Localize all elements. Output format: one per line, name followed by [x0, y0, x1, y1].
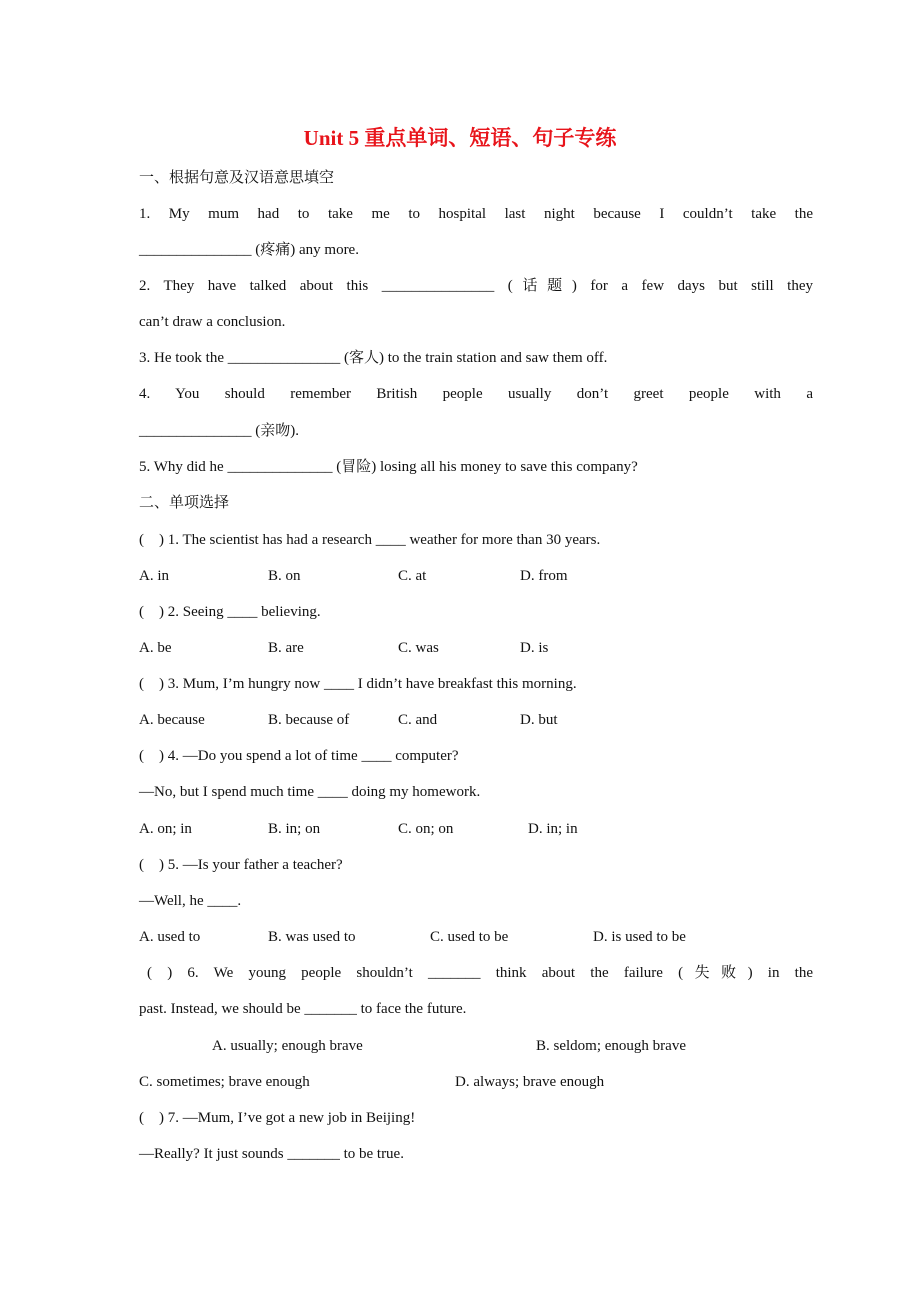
- fill-line: 2. They have talked about this _______________ (话题) for a few days but still they: [139, 278, 813, 294]
- fill-line: _______________ (亲吻).: [139, 423, 299, 439]
- option: D. from: [520, 568, 568, 584]
- fill-line: 4. You should remember British people usually don’t greet people with a: [139, 386, 813, 402]
- question-stem: ( ) 6. We young people shouldn’t _______ think about the failure (失败) in the: [147, 965, 813, 981]
- option: C. and: [398, 712, 438, 728]
- fill-line: can’t draw a conclusion.: [139, 314, 286, 330]
- option: A. usually; enough brave: [212, 1038, 363, 1054]
- fill-line: 3. He took the _______________ (客人) to the train station and saw them off.: [139, 350, 608, 366]
- section-heading: 二、单项选择: [139, 495, 230, 511]
- option: B. in; on: [268, 821, 321, 837]
- option: B. was used to: [268, 929, 356, 945]
- option: A. used to: [139, 929, 201, 945]
- fill-line: _______________ (疼痛) any more.: [139, 242, 359, 258]
- option: C. at: [398, 568, 427, 584]
- option: A. in: [139, 568, 169, 584]
- option: D. is: [520, 640, 549, 656]
- question-stem: ( ) 3. Mum, I’m hungry now ____ I didn’t have breakfast this morning.: [139, 676, 577, 692]
- question-stem: —Really? It just sounds _______ to be true.: [139, 1146, 404, 1162]
- option: C. sometimes; brave enough: [139, 1074, 310, 1090]
- page-title: Unit 5 重点单词、短语、句子专练: [303, 126, 617, 150]
- question-stem: ( ) 7. —Mum, I’ve got a new job in Beijing!: [139, 1110, 416, 1126]
- option: B. because of: [268, 712, 350, 728]
- question-stem: ( ) 1. The scientist has had a research ____ weather for more than 30 years.: [139, 532, 601, 548]
- question-stem: ( ) 5. —Is your father a teacher?: [139, 857, 343, 873]
- option: D. is used to be: [593, 929, 686, 945]
- question-stem: —No, but I spend much time ____ doing my homework.: [139, 784, 481, 800]
- option: A. because: [139, 712, 205, 728]
- section-heading: 一、根据句意及汉语意思填空: [139, 170, 335, 186]
- option: A. be: [139, 640, 172, 656]
- question-stem: past. Instead, we should be _______ to face the future.: [139, 1001, 467, 1017]
- option: C. was: [398, 640, 439, 656]
- option: C. used to be: [430, 929, 509, 945]
- fill-line: 1. My mum had to take me to hospital last night because I couldn’t take the: [139, 206, 813, 222]
- option: A. on; in: [139, 821, 192, 837]
- option: D. always; brave enough: [455, 1074, 605, 1090]
- fill-line: 5. Why did he ______________ (冒险) losing all his money to save this company?: [139, 459, 638, 475]
- option: D. in; in: [528, 821, 578, 837]
- option: C. on; on: [398, 821, 454, 837]
- option: D. but: [520, 712, 558, 728]
- option: B. on: [268, 568, 301, 584]
- option: B. are: [268, 640, 304, 656]
- question-stem: ( ) 2. Seeing ____ believing.: [139, 604, 321, 620]
- question-stem: ( ) 4. —Do you spend a lot of time ____ computer?: [139, 748, 459, 764]
- option: B. seldom; enough brave: [536, 1038, 686, 1054]
- question-stem: —Well, he ____.: [139, 893, 242, 909]
